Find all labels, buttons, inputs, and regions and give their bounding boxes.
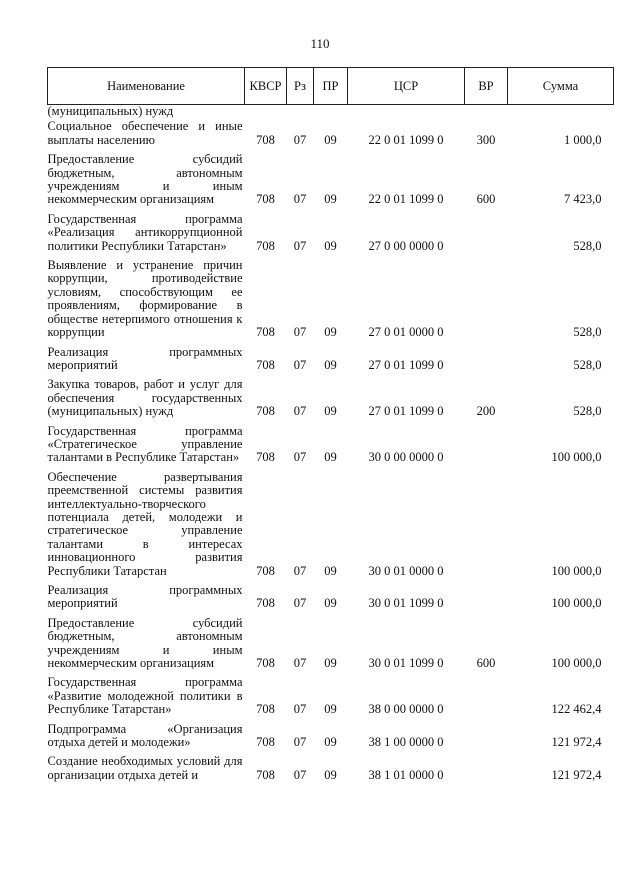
table-row (48, 676, 614, 722)
cell-pr: 09 (324, 357, 337, 372)
cell-csr: 30 0 01 0000 0 (368, 563, 444, 578)
cell-kvsr: 708 (256, 238, 275, 253)
cell-sum: 100 000,0 (551, 656, 602, 671)
table-row (48, 378, 614, 424)
cell-pr: 09 (324, 192, 337, 207)
cell-vr (465, 723, 508, 756)
cell-vr: 300 (476, 132, 496, 147)
cell-rz: 07 (293, 325, 307, 340)
cell-rz: 07 (293, 132, 307, 147)
cell-sum: 1 000,0 (564, 132, 602, 147)
cell-sum: 100 000,0 (551, 450, 602, 465)
cell-sum: 528,0 (573, 238, 602, 253)
cell-name: Предоставление субсидий бюджетным, автономным учреждениям и иным некоммерческим организациям (47, 152, 243, 207)
cell-kvsr: 708 (256, 325, 275, 340)
cell-csr: 38 0 00 0000 0 (368, 702, 444, 717)
cell-csr: 30 0 01 1099 0 (368, 656, 444, 671)
table-row (48, 120, 614, 153)
cell-kvsr: 708 (256, 735, 275, 750)
cell-csr: 27 0 01 1099 0 (368, 357, 444, 372)
cell-name: Государственная программа «Стратегическое управление талантами в Республике Татарстан» (47, 423, 243, 465)
cell-vr (465, 584, 508, 617)
cell-vr (465, 346, 508, 379)
cell-rz: 07 (293, 357, 307, 372)
cell-pr (314, 105, 348, 121)
cell-csr: 30 0 00 0000 0 (368, 450, 444, 465)
cell-vr (465, 425, 508, 471)
cell-pr: 09 (324, 735, 337, 750)
cell-kvsr: 708 (256, 767, 275, 782)
header-rz: Рз (287, 68, 314, 105)
cell-sum: 100 000,0 (551, 563, 602, 578)
table-row (48, 259, 614, 345)
cell-kvsr: 708 (256, 357, 275, 372)
cell-pr: 09 (324, 767, 337, 782)
cell-vr (465, 676, 508, 722)
cell-sum: 7 423,0 (564, 192, 602, 207)
cell-kvsr (245, 105, 287, 121)
table-row (48, 471, 614, 584)
cell-rz: 07 (293, 767, 307, 782)
cell-vr (465, 259, 508, 345)
cell-pr: 09 (324, 325, 337, 340)
cell-name: Социальное обеспечение и иные выплаты населению (47, 119, 243, 147)
cell-kvsr: 708 (256, 656, 275, 671)
header-name: Наименование (48, 68, 245, 105)
cell-csr: 27 0 00 0000 0 (368, 238, 444, 253)
cell-vr (465, 105, 508, 121)
page-number: 110 (310, 36, 330, 51)
table-row (48, 105, 614, 121)
cell-name: Подпрограмма «Организация отдыха детей и молодежи» (47, 721, 243, 750)
cell-rz: 07 (293, 596, 307, 611)
cell-rz: 07 (293, 702, 307, 717)
cell-csr: 27 0 01 1099 0 (368, 404, 444, 419)
cell-rz (287, 105, 314, 121)
cell-pr: 09 (324, 132, 337, 147)
cell-name: Государственная программа «Развитие молодежной политики в Республике Татарстан» (47, 675, 243, 717)
cell-sum: 528,0 (573, 357, 602, 372)
cell-rz: 07 (293, 735, 307, 750)
cell-csr: 22 0 01 1099 0 (368, 192, 444, 207)
cell-csr: 22 0 01 1099 0 (368, 132, 444, 147)
cell-name: Создание необходимых условий для организации отдыха детей и (47, 754, 243, 782)
table-row (48, 584, 614, 617)
cell-rz: 07 (293, 192, 307, 207)
table-row (48, 346, 614, 379)
header-row (48, 68, 614, 105)
cell-name: Закупка товаров, работ и услуг для обеспечения государственных (муниципальных) нужд (47, 377, 243, 419)
cell-vr: 200 (476, 404, 496, 419)
cell-rz: 07 (293, 563, 307, 578)
cell-sum: 528,0 (573, 325, 602, 340)
table-row (48, 213, 614, 259)
cell-sum: 122 462,4 (551, 702, 602, 717)
cell-vr: 600 (476, 192, 496, 207)
cell-kvsr: 708 (256, 702, 275, 717)
cell-csr: 27 0 01 0000 0 (368, 325, 444, 340)
cell-rz: 07 (293, 656, 307, 671)
table-row (48, 755, 614, 788)
cell-sum: 528,0 (573, 404, 602, 419)
cell-vr: 600 (476, 656, 496, 671)
cell-kvsr: 708 (256, 450, 275, 465)
table-row (48, 723, 614, 756)
cell-kvsr: 708 (256, 596, 275, 611)
cell-name: (муниципальных) нужд (47, 104, 174, 118)
cell-csr: 38 1 00 0000 0 (368, 735, 444, 750)
table-body (48, 105, 614, 789)
cell-name: Выявление и устранение причин коррупции, противодействие условиям, способствующим ее проявлениям, формирование в обществе нетерпимого отношения к коррупции (47, 258, 243, 340)
cell-sum: 121 972,4 (551, 767, 602, 782)
cell-name: Государственная программа «Реализация антикоррупционной политики Республики Татарстан» (47, 211, 243, 253)
cell-kvsr: 708 (256, 563, 275, 578)
cell-rz: 07 (293, 238, 307, 253)
cell-pr: 09 (324, 656, 337, 671)
cell-kvsr: 708 (256, 192, 275, 207)
cell-pr: 09 (324, 238, 337, 253)
cell-sum: 121 972,4 (551, 735, 602, 750)
cell-pr: 09 (324, 702, 337, 717)
header-sum: Сумма (508, 68, 614, 105)
cell-kvsr: 708 (256, 404, 275, 419)
cell-rz: 07 (293, 404, 307, 419)
header-kvsr: КВСР (245, 68, 287, 105)
cell-csr (348, 105, 465, 121)
cell-vr (465, 213, 508, 259)
cell-csr: 38 1 01 0000 0 (368, 767, 444, 782)
cell-pr: 09 (324, 596, 337, 611)
cell-vr (465, 755, 508, 788)
header-vr: ВР (465, 68, 508, 105)
table-header (48, 68, 614, 105)
cell-sum (508, 105, 614, 121)
header-csr: ЦСР (348, 68, 465, 105)
cell-sum: 100 000,0 (551, 596, 602, 611)
table-row (48, 153, 614, 213)
cell-name: Предоставление субсидий бюджетным, автономным учреждениям и иным некоммерческим организациям (47, 615, 243, 671)
cell-pr: 09 (324, 563, 337, 578)
cell-name: Реализация программных мероприятий (47, 344, 243, 372)
cell-name: Обеспечение развертывания преемственной системы развития интеллектуально-творческого потенциала детей, молодежи и стратегическое управление талантами в интересах инновационного развития Республики Татарстан (47, 469, 243, 578)
table-row (48, 425, 614, 471)
cell-rz: 07 (293, 450, 307, 465)
table-row (48, 617, 614, 677)
cell-pr: 09 (324, 404, 337, 419)
cell-kvsr: 708 (256, 132, 275, 147)
header-pr: ПР (314, 68, 348, 105)
cell-name: Реализация программных мероприятий (47, 583, 243, 611)
budget-table (47, 67, 614, 788)
cell-csr: 30 0 01 1099 0 (368, 596, 444, 611)
cell-vr (465, 471, 508, 584)
cell-pr: 09 (324, 450, 337, 465)
